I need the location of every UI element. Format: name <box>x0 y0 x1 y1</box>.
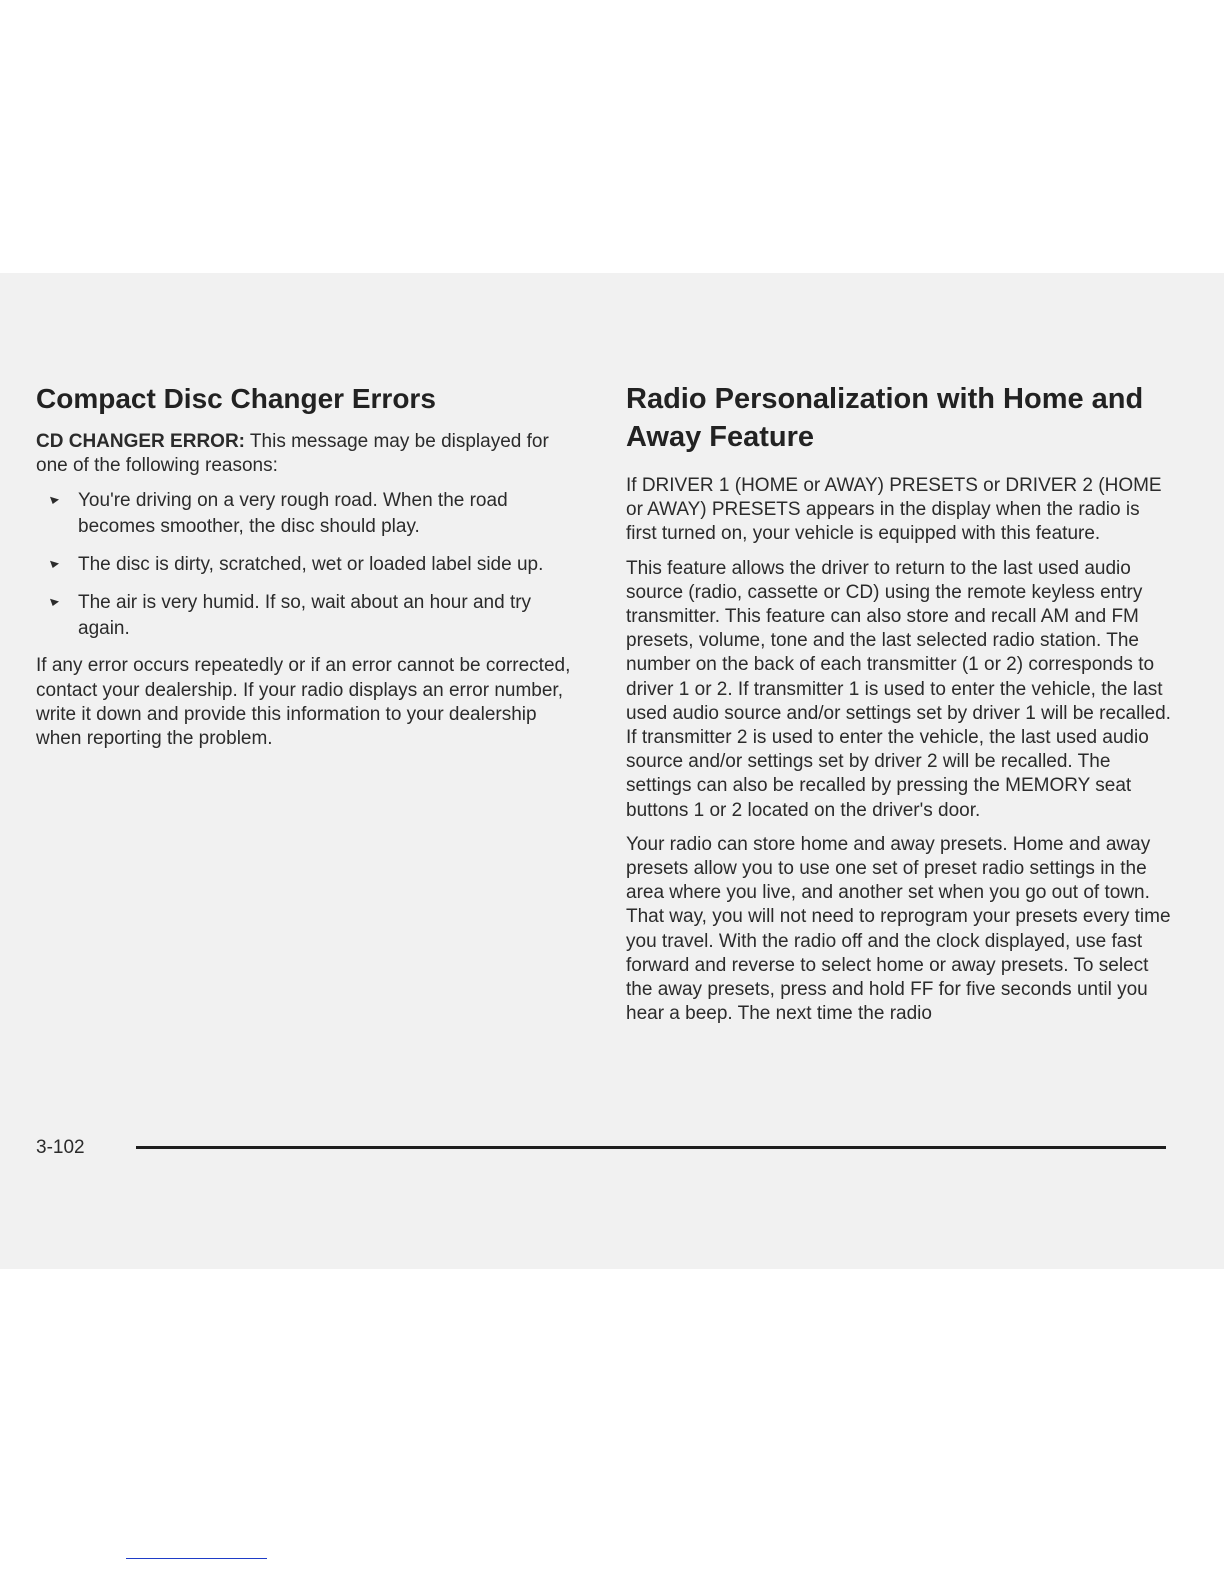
feature-paragraph: This feature allows the driver to return to the last used audio source (radio, cassette or CD) using the remote keyless entry transmitter. This feature can also store and recall AM and FM presets, volume, tone and the last selected radio station. The number on the back of each transmitter (1 or 2) corresponds to driver 1 or 2. If transmitter 1 is used to enter the vehicle, the last used audio source and/or settings set by driver 1 will be recalled. If transmitter 2 is used to enter the vehicle, the last used audio source and/or settings set by driver 2 will be recalled. The settings can also be recalled by pressing the MEMORY seat buttons 1 or 2 located on the driver's door. <box>626 557 1171 821</box>
reason-text: The air is very humid. If so, wait about an hour and try again. <box>78 592 532 640</box>
intro-text: This message may be displayed for one of the following reasons: <box>36 431 549 477</box>
reason-text: You're driving on a very rough road. When the road becomes smoother, the disc should play. <box>78 490 508 538</box>
error-label: CD CHANGER ERROR: <box>36 431 245 452</box>
bullet-icon <box>50 495 59 504</box>
left-column <box>36 380 584 761</box>
section-heading-cd-changer-errors: Compact Disc Changer Errors <box>36 383 436 414</box>
footer-divider <box>136 1146 1166 1149</box>
closing-paragraph: If any error occurs repeatedly or if an error cannot be corrected, contact your dealership. If your radio displays an error number, write it down and provide this information to your dealership when reporting the problem. <box>36 655 571 750</box>
page-number: 3-102 <box>36 1137 85 1158</box>
reasons-list <box>36 488 584 642</box>
feature-paragraph: If DRIVER 1 (HOME or AWAY) PRESETS or DRIVER 2 (HOME or AWAY) PRESETS appears in the display when the radio is first turned on, your vehicle is equipped with this feature. <box>626 475 1162 545</box>
right-column <box>626 380 1174 1036</box>
section-heading-radio-personalization: Radio Personalization with Home and Away Feature <box>626 383 1144 453</box>
feature-paragraph: Your radio can store home and away presets. Home and away presets allow you to use one set of preset radio settings in the area where you live, and another set when you go out of town. That way, you will not need to reprogram your presets every time you travel. With the radio off and the clock displayed, use fast forward and reverse to select home or away presets. To select the away presets, press and hold FF for five seconds until you hear a beep. The next time the radio <box>626 833 1171 1025</box>
bullet-icon <box>50 597 59 606</box>
bullet-icon <box>50 559 59 568</box>
corner-divider <box>126 1558 267 1559</box>
list-item <box>36 488 584 540</box>
list-item <box>36 552 584 578</box>
intro-paragraph <box>36 430 584 478</box>
reason-text: The disc is dirty, scratched, wet or loaded label side up. <box>78 554 544 576</box>
list-item <box>36 590 584 642</box>
